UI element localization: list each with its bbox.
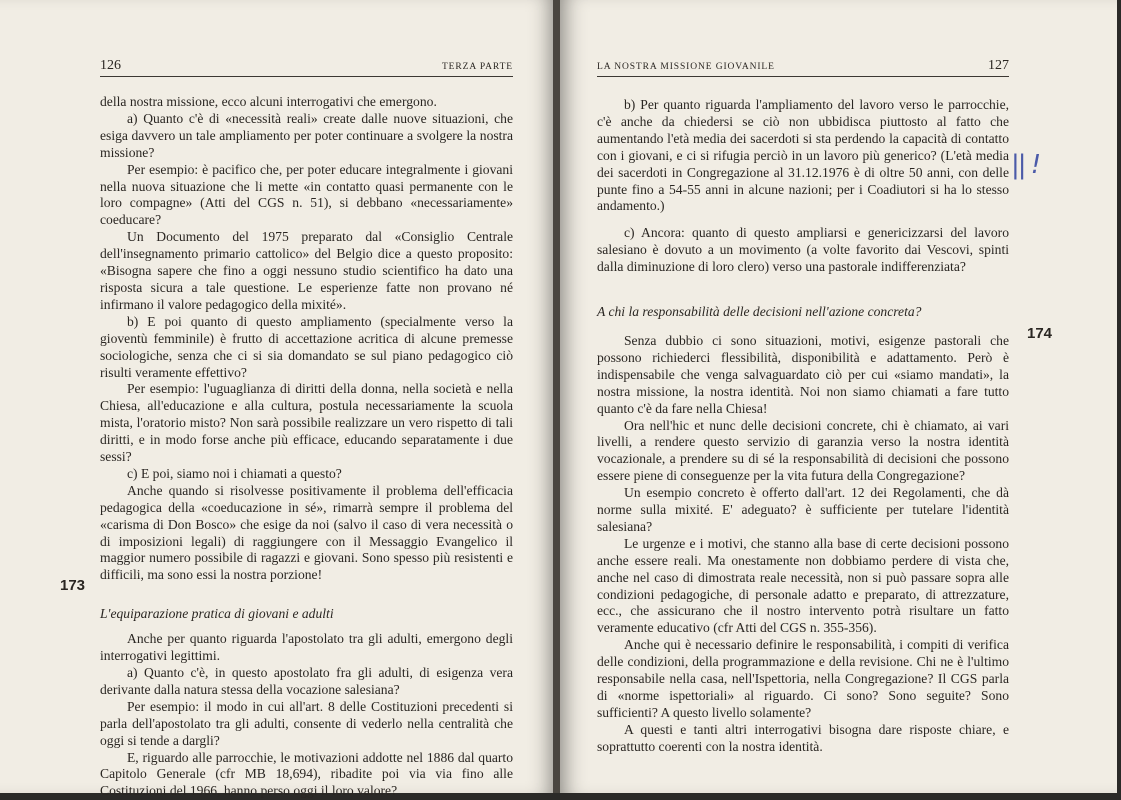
- left-section-marker: 173: [60, 577, 86, 594]
- paragraph: Anche qui è necessario definire le responsabilità, i compiti di verifica delle condizioni, della programmazione e della revisione. Chi ne è l'ultimo responsabile nella casa, nell'Ispettoria, nella Congregazione? Il CGS parla di «norme ispettoriali» al riguardo. Ci sono? Sono seguite? Sono sufficienti? A questo livello solamente?: [597, 637, 1009, 720]
- paragraph: Per esempio: l'uguaglianza di diritti della donna, nella società e nella Chiesa, all'educazione e alla cultura, postula necessariamente la scuola mista, l'oratorio misto? Non sarà possibile realizzare un vero rispetto di tali diritti, e in modo forse anche più efficace, educando separatamente i due sessi?: [100, 381, 513, 465]
- right-running-head: LA NOSTRA MISSIONE GIOVANILE: [597, 62, 775, 72]
- paragraph: Un esempio concreto è offerto dall'art. 12 dei Regolamenti, che dà norme sulla mixité. E' adeguato? è sufficiente per tutelare l'identità salesiana?: [597, 485, 1009, 534]
- section-heading: A chi la responsabilità delle decisioni nell'azione concreta?: [597, 304, 922, 320]
- paragraph: c) E poi, siamo noi i chiamati a questo?: [127, 465, 342, 481]
- paragraph: Per esempio: è pacifico che, per poter educare integralmente i giovani nella nuova situazione che li mette «in contatto quasi permanente con le loro compagne» (Atti del CGS n. 51), si debbano «necessariamente» coeducare?: [100, 161, 513, 228]
- paragraph: Senza dubbio ci sono situazioni, motivi, esigenze pastorali che possono richiederci flessibilità, disponibilità e adattamento. Però è indispensabile che venga salvaguardato ciò per cui «siamo mandati», la nostra missione, la nostra identità. Noi non siamo chiamati a fare tutto quanto c'è da fare nella Chiesa!: [597, 332, 1009, 416]
- paragraph: Ora nell'hic et nunc delle decisioni concrete, chi è chiamato, ai vari livelli, a rendere questo servizio di garanzia verso la nostra identità vocazionale, a prendere su di sé la responsabilità di decisioni che possono essere piene di conseguenze per la vita futura della Congregazione?: [597, 417, 1009, 484]
- left-page-body: [100, 94, 513, 800]
- paragraph: Anche per quanto riguarda l'apostolato tra gli adulti, emergono degli interrogativi legittimi.: [100, 631, 513, 664]
- paragraph: E, riguardo alle parrocchie, le motivazioni addotte nel 1886 dal quarto Capitolo Generale (cfr MB 18,694), ribadite poi via via fino alle Costituzioni del 1966, hanno perso oggi il loro valore?: [100, 749, 513, 799]
- right-page-number: 127: [988, 58, 1009, 73]
- right-page-body: [597, 97, 1009, 756]
- paragraph: Per esempio: il modo in cui all'art. 8 delle Costituzioni precedenti si parla dell'apostolato tra gli adulti, consente di vederlo nella centralità che oggi si tende a dargli?: [100, 698, 513, 748]
- right-section-marker: 174: [1027, 325, 1053, 342]
- paragraph: b) E poi quanto di questo ampliamento (specialmente verso la gioventù femminile) è frutto di accettazione acritica di alcune premesse sociologiche, senza che ci si sia domandato se sul piano pedagogico ciò risulti veramente effettivo?: [100, 313, 513, 380]
- paragraph: A questi e tanti altri interrogativi bisogna dare risposte chiare, e soprattutto coerenti con la nostra identità.: [597, 721, 1009, 754]
- paragraph: a) Quanto c'è di «necessità reali» create dalle nuove situazioni, che esiga davvero un tale ampliamento per poter continuare a svolgere la nostra missione?: [100, 110, 513, 160]
- right-page: [560, 0, 1117, 793]
- pen-annotation-mark: || !: [1011, 150, 1040, 180]
- paragraph: Anche quando si risolvesse positivamente il problema dell'efficacia pedagogica della «coeducazione in sé», rimarrà sempre il problema del «carisma di Don Bosco» che esige da noi (salvo il caso di vera necessità o di imposizioni legali) di raggiungere con il Messaggio Evangelico il maggior numero possibile di ragazzi e giovani. Sono spesso più resistenti e difficili, ma sono essi la nostra porzione!: [100, 482, 513, 583]
- left-running-head: TERZA PARTE: [441, 62, 513, 72]
- left-page-header: [100, 58, 513, 77]
- paragraph: a) Quanto c'è, in questo apostolato fra gli adulti, di esigenza vera derivante dalla natura stessa della vocazione salesiana?: [100, 665, 513, 697]
- left-page-number: 126: [100, 58, 121, 73]
- paragraph: Un Documento del 1975 preparato dal «Consiglio Centrale dell'insegnamento primario cattolico» del Belgio dice a questo proposito: «Bisogna sapere che fino a oggi nessuno studio scientifico ha dato una risposta sicura a tale questione. Le esperienze fatte non provano né infirmano il valore pedagogico della mixité».: [100, 229, 513, 312]
- section-heading: L'equiparazione pratica di giovani e adulti: [100, 606, 334, 622]
- paragraph: c) Ancora: quanto di questo ampliarsi e genericizzarsi del lavoro salesiano è dovuto a un movimento (a volte favorito dai Vescovi, spinti dalla diminuzione di loro clero) verso una pastorale indifferenziata?: [597, 225, 1009, 275]
- right-page-header: [597, 58, 1009, 77]
- left-page: [0, 0, 555, 799]
- paragraph: della nostra missione, ecco alcuni interrogativi che emergono.: [100, 94, 437, 109]
- paragraph: b) Per quanto riguarda l'ampliamento del lavoro verso le parrocchie, c'è anche da chiedersi se ciò non ubbidisca piuttosto al fatto che aumentando l'età media dei sacerdoti si sta perdendo la capacità di contatto con i giovani, e ci si rifugia perciò in un lavoro più generico? (L'età media dei sacerdoti in Congregazione al 31.12.1976 è di oltre 50 anni, con delle punte fino a 54-55 anni in alcune nazioni; per i Coadiutori si ha lo stesso andamento.): [597, 97, 1009, 214]
- paragraph: Le urgenze e i motivi, che stanno alla base di certe decisioni possono anche essere reali. Ma onestamente non dobbiamo perdere di vista che, anche nel caso di dimostrata reale necessità, non si può passare sopra alle condizioni pedagogiche, di personale adatto e preparato, di attrezzature, ecc., che assicurano che il nostro intervento potrà risultare un fatto veramente educativo (cfr Atti del CGS n. 355-356).: [597, 535, 1009, 636]
